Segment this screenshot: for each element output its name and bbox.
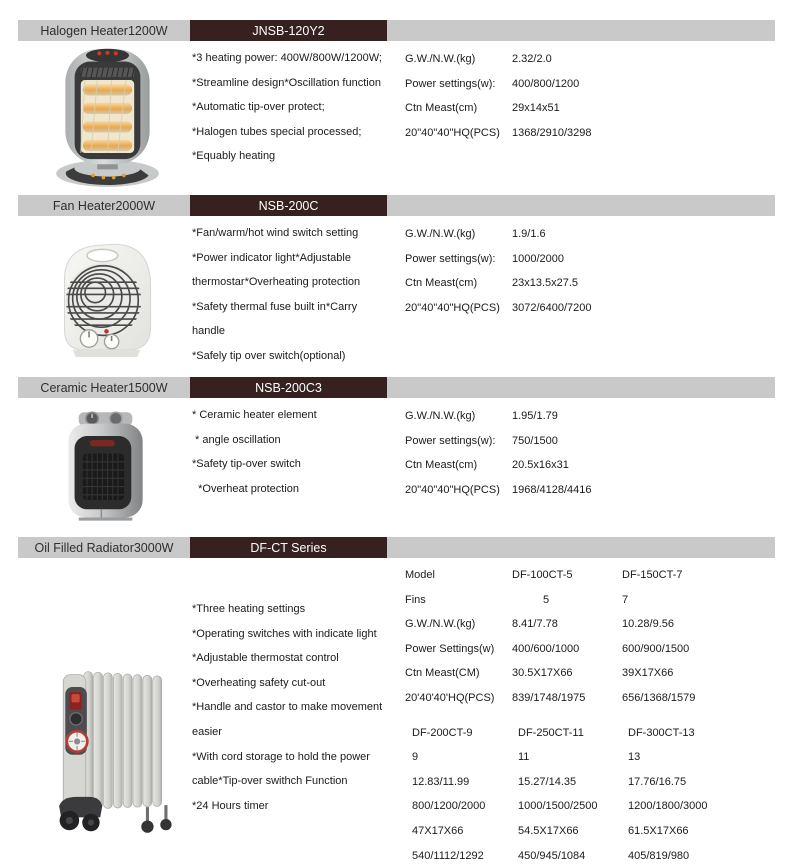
- feature-line: *Equably heating: [192, 150, 276, 163]
- feature-line: * Ceramic heater element: [192, 409, 317, 421]
- model-comparison-table: [405, 563, 780, 867]
- row-label: Model: [405, 569, 435, 581]
- feature-line: *Adjustable thermostat control: [192, 652, 339, 665]
- spec-row: [405, 121, 775, 146]
- section-fan-heater: [0, 195, 790, 377]
- cell: 61.5X17X66: [628, 824, 689, 837]
- spec-row: [405, 453, 775, 478]
- cell: DF-250CT-11: [518, 726, 584, 739]
- product-model: NSB-200C3: [190, 377, 387, 398]
- product-model: NSB-200C: [190, 195, 387, 216]
- spec-value: 400/800/1200: [512, 77, 580, 90]
- spec-row: [405, 271, 775, 296]
- cell: 400/600/1000: [512, 642, 580, 655]
- header-spacer: [387, 195, 775, 216]
- cell: 450/945/1084: [518, 849, 586, 862]
- spec-value: 1000/2000: [512, 252, 564, 265]
- spec-row: [405, 478, 775, 503]
- row-label: Ctn Meast(CM): [405, 667, 480, 680]
- cell: 600/900/1500: [622, 642, 690, 655]
- spec-label: Ctn Meast(cm): [405, 459, 478, 472]
- spec-value: 1968/4128/4416: [512, 483, 592, 496]
- cell: 839/1748/1975: [512, 691, 586, 704]
- spec-row: [405, 404, 775, 429]
- feature-line: cable*Tip-over swithch Function: [192, 775, 348, 788]
- table-row: [405, 721, 780, 746]
- spec-label: G.W./N.W.(kg): [405, 410, 476, 422]
- spec-row: [405, 296, 775, 321]
- spec-value: 20.5x16x31: [512, 459, 569, 472]
- spec-label: Power settings(w):: [405, 77, 496, 90]
- header-spacer: [387, 537, 775, 558]
- product-model: JNSB-120Y2: [190, 20, 387, 41]
- table-row: [405, 794, 780, 819]
- cell: 405/819/980: [628, 849, 690, 862]
- cell: 12.83/11.99: [412, 775, 470, 788]
- cell: 656/1368/1579: [622, 691, 696, 704]
- feature-line: *Streamline design*Oscillation function: [192, 76, 381, 89]
- table-row: [405, 563, 780, 588]
- cell: DF-100CT-5: [512, 569, 573, 581]
- table-row: [405, 637, 780, 662]
- table-block-gap: [405, 711, 780, 721]
- spec-value: 2.32/2.0: [512, 53, 552, 65]
- ceramic-heater-photo: [56, 410, 154, 526]
- cell: DF-200CT-9: [412, 726, 473, 739]
- row-label: 20'40'40'HQ(PCS): [405, 691, 495, 704]
- feature-list: [192, 597, 402, 818]
- section-ceramic-heater: [0, 377, 790, 537]
- cell: 540/1112/1292: [412, 849, 484, 862]
- table-row: [405, 844, 780, 867]
- feature-line: *Safely tip over switch(optional): [192, 349, 346, 362]
- spec-list: [405, 404, 775, 502]
- cell: 47X17X66: [412, 824, 464, 837]
- spec-value: 29x14x51: [512, 102, 560, 115]
- spec-label: 20"40"40"HQ(PCS): [405, 301, 500, 314]
- cell: 1000/1500/2500: [518, 800, 598, 813]
- cell: DF-300CT-13: [628, 726, 695, 739]
- product-name: Fan Heater2000W: [18, 195, 190, 216]
- spec-row: [405, 96, 775, 121]
- table-row: [405, 686, 780, 711]
- spec-row: [405, 222, 775, 247]
- feature-line: *Overheat protection: [192, 482, 300, 495]
- product-model: DF-CT Series: [190, 537, 387, 558]
- row-label: Fins: [405, 593, 426, 606]
- spec-label: 20"40"40"HQ(PCS): [405, 483, 500, 496]
- cell: 7: [622, 593, 629, 606]
- fan-heater-photo: [48, 235, 166, 359]
- spec-value: 3072/6400/7200: [512, 301, 592, 314]
- cell: 15.27/14.35: [518, 775, 577, 788]
- spec-label: Power settings(w):: [405, 252, 496, 265]
- product-name: Halogen Heater1200W: [18, 20, 190, 41]
- section-oil-filled-radiator: [0, 537, 790, 867]
- header-spacer: [387, 20, 775, 41]
- spec-value: 1.9/1.6: [512, 228, 546, 240]
- spec-row: [405, 72, 775, 97]
- feature-line: *Fan/warm/hot wind switch setting: [192, 227, 359, 239]
- feature-line: * angle oscillation: [192, 433, 281, 446]
- section-header: [18, 377, 775, 398]
- section-header: [18, 537, 775, 558]
- feature-line: thermostar*Overheating protection: [192, 276, 361, 289]
- feature-line: *Overheating safety cut-out: [192, 676, 326, 689]
- spec-value: 1.95/1.79: [512, 410, 558, 422]
- table-row: [405, 770, 780, 795]
- cell: DF-150CT-7: [622, 569, 683, 581]
- spec-label: Ctn Meast(cm): [405, 277, 478, 290]
- feature-line: *Three heating settings: [192, 603, 306, 615]
- cell: 54.5X17X66: [518, 824, 579, 837]
- spec-value: 750/1500: [512, 434, 558, 447]
- row-label: G.W./N.W.(kg): [405, 618, 476, 631]
- spec-list: [405, 47, 775, 145]
- cell: 30.5X17X66: [512, 667, 573, 680]
- spec-label: G.W./N.W.(kg): [405, 53, 476, 65]
- spec-label: G.W./N.W.(kg): [405, 228, 476, 240]
- feature-list: [192, 46, 402, 169]
- table-row: [405, 661, 780, 686]
- table-row: [405, 588, 780, 613]
- feature-list: [192, 403, 402, 501]
- feature-line: *3 heating power: 400W/800W/1200W;: [192, 52, 382, 64]
- section-header: [18, 195, 775, 216]
- table-row: [405, 612, 780, 637]
- feature-line: *Handle and castor to make movement: [192, 701, 383, 714]
- feature-line: easier: [192, 725, 222, 738]
- feature-line: *24 Hours timer: [192, 799, 269, 812]
- spec-label: Ctn Meast(cm): [405, 102, 478, 115]
- feature-line: *Automatic tip-over protect;: [192, 101, 325, 114]
- cell: 8.41/7.78: [512, 618, 558, 631]
- table-row: [405, 745, 780, 770]
- halogen-heater-photo: [50, 44, 165, 190]
- section-header: [18, 20, 775, 41]
- cell: 800/1200/2000: [412, 800, 486, 813]
- feature-line: *Operating switches with indicate light: [192, 627, 377, 640]
- spec-row: [405, 47, 775, 72]
- cell: 10.28/9.56: [622, 618, 674, 631]
- table-row: [405, 819, 780, 844]
- cell: 9: [412, 751, 419, 764]
- spec-value: 1368/2910/3298: [512, 126, 592, 139]
- spec-list: [405, 222, 775, 320]
- cell: 11: [518, 751, 530, 764]
- cell: 39X17X66: [622, 667, 674, 680]
- feature-line: *Safety tip-over switch: [192, 458, 301, 471]
- cell: 13: [628, 751, 641, 764]
- oil-filled-radiator-photo: [44, 650, 179, 840]
- feature-line: handle: [192, 325, 226, 338]
- spec-row: [405, 429, 775, 454]
- spec-label: 20"40"40"HQ(PCS): [405, 126, 500, 139]
- section-halogen-heater: [0, 20, 790, 195]
- feature-line: *Halogen tubes special processed;: [192, 125, 362, 138]
- feature-line: *Power indicator light*Adjustable: [192, 251, 351, 264]
- cell: 17.76/16.75: [628, 775, 687, 788]
- feature-line: *With cord storage to hold the power: [192, 750, 370, 763]
- cell: 1200/1800/3000: [628, 800, 708, 813]
- cell: 5: [543, 593, 550, 606]
- product-name: Ceramic Heater1500W: [18, 377, 190, 398]
- header-spacer: [387, 377, 775, 398]
- row-label: Power Settings(w): [405, 642, 495, 655]
- product-name: Oil Filled Radiator3000W: [18, 537, 190, 558]
- spec-row: [405, 247, 775, 272]
- spec-value: 23x13.5x27.5: [512, 277, 579, 290]
- feature-list: [192, 221, 402, 369]
- spec-label: Power settings(w):: [405, 434, 496, 447]
- feature-line: *Safety thermal fuse built in*Carry: [192, 300, 358, 313]
